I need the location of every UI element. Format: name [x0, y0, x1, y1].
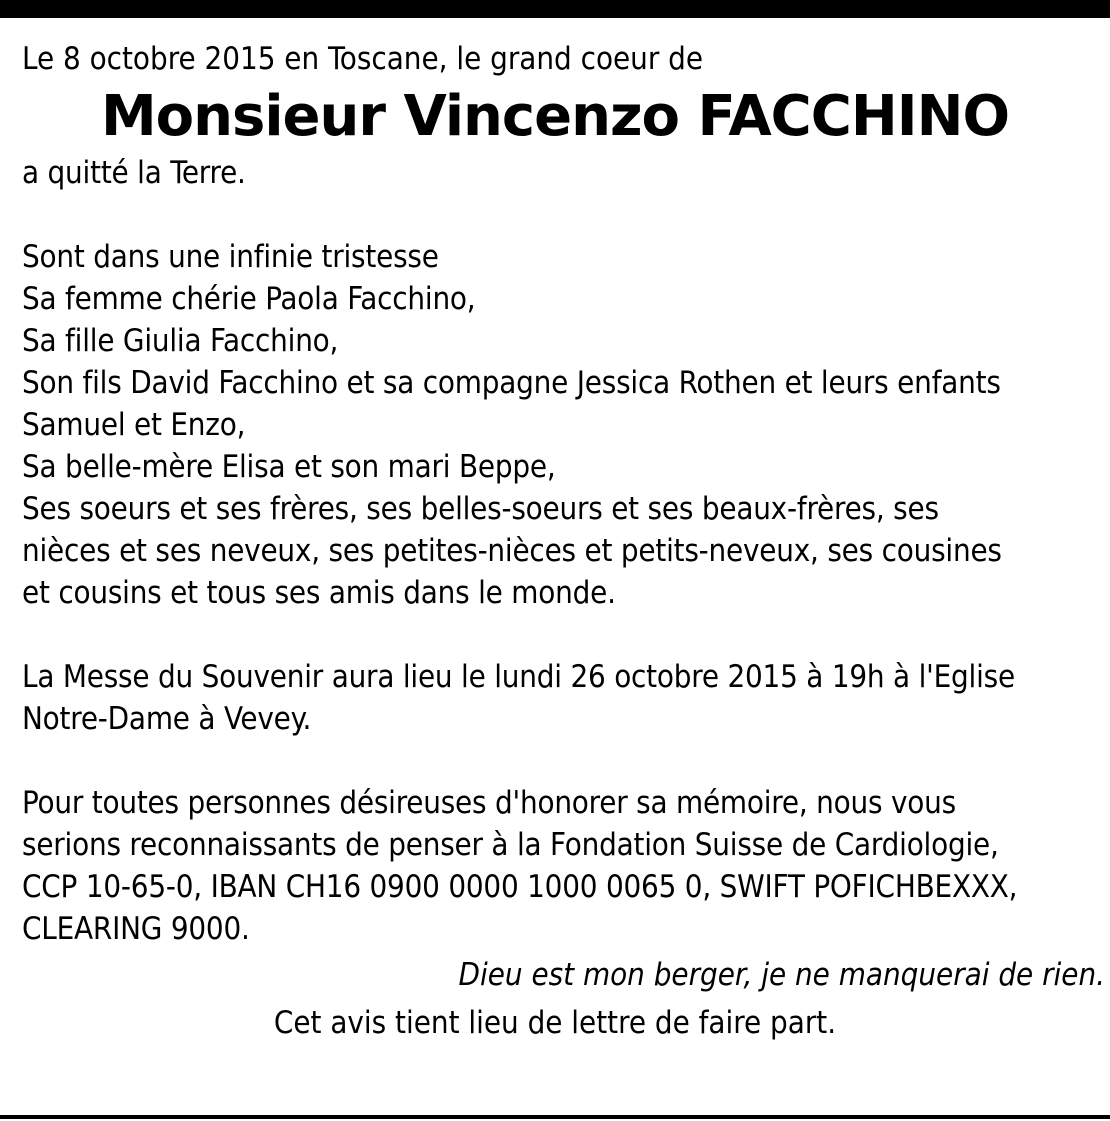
paragraph-gap	[22, 740, 1097, 782]
family-line: Sa fille Giulia Facchino,	[22, 323, 339, 359]
intro-line: Le 8 octobre 2015 en Toscane, le grand coeur de	[22, 41, 704, 77]
paragraph-gap	[22, 194, 1097, 236]
family-line: Samuel et Enzo,	[22, 407, 246, 443]
top-border	[0, 0, 1110, 18]
mass-paragraph	[22, 656, 1097, 740]
family-line: Ses soeurs et ses frères, ses belles-soeurs et ses beaux-frères, ses	[22, 491, 939, 527]
bottom-border	[0, 1115, 1110, 1119]
family-line: Son fils David Facchino et sa compagne Jessica Rothen et leurs enfants	[22, 365, 1001, 401]
donation-line: serions reconnaissants de penser à la Fondation Suisse de Cardiologie,	[22, 827, 999, 863]
donation-line: CLEARING 9000.	[22, 911, 250, 947]
footer-note: Cet avis tient lieu de lettre de faire part.	[273, 1005, 837, 1041]
deceased-name: Monsieur Vincenzo FACCHINO	[100, 84, 1010, 149]
donation-line: Pour toutes personnes désireuses d'honorer sa mémoire, nous vous	[22, 785, 956, 821]
paragraph-gap	[22, 614, 1097, 656]
mass-line: Notre-Dame à Vevey.	[22, 701, 312, 737]
family-line: Sa femme chérie Paola Facchino,	[22, 281, 476, 317]
family-line: Sont dans une infinie tristesse	[22, 239, 439, 275]
obituary-notice	[22, 38, 1105, 1046]
donation-paragraph	[22, 782, 1097, 950]
mass-line: La Messe du Souvenir aura lieu le lundi 26 octobre 2015 à 19h à l'Eglise	[22, 659, 1015, 695]
donation-line: CCP 10-65-0, IBAN CH16 0900 0000 1000 0065 0, SWIFT POFICHBEXXX,	[22, 869, 1018, 905]
scripture-motto: Dieu est mon berger, je ne manquerai de rien.	[458, 957, 1105, 993]
family-line: nièces et ses neveux, ses petites-nièces et petits-neveux, ses cousines	[22, 533, 1002, 569]
family-line: Sa belle-mère Elisa et son mari Beppe,	[22, 449, 556, 485]
family-paragraph	[22, 236, 1097, 614]
family-line: et cousins et tous ses amis dans le monde.	[22, 575, 616, 611]
departed-line: a quitté la Terre.	[22, 155, 246, 191]
